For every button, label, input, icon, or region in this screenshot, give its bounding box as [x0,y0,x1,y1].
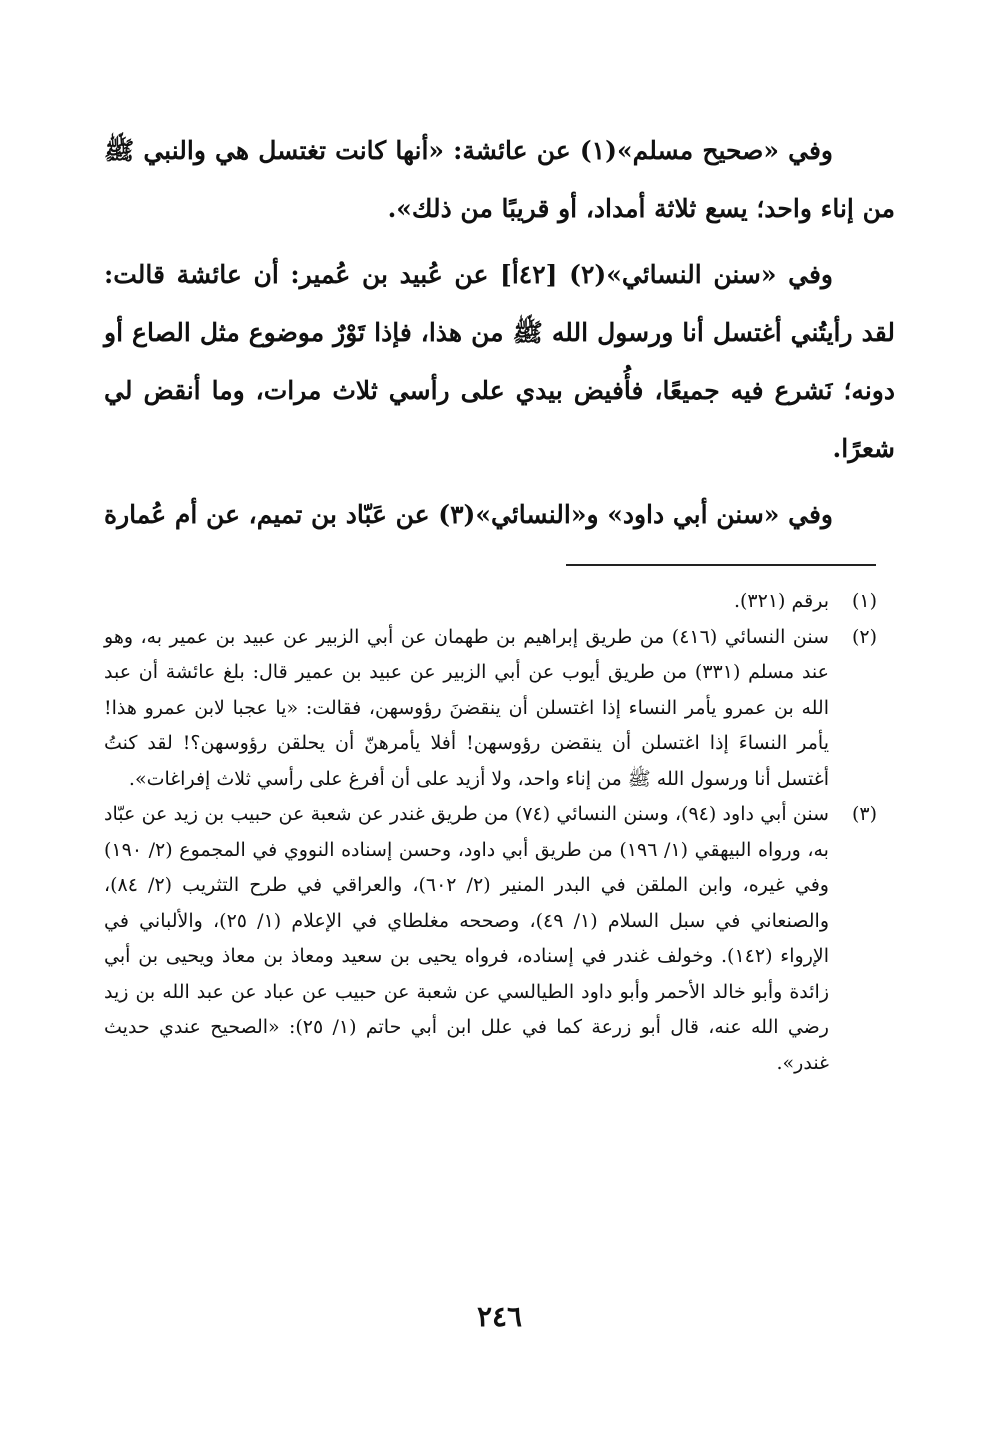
footnote-number: (١) [851,590,877,612]
footnote-text: سنن النسائي (٤١٦) من طريق إبراهيم بن طهمان عن أبي الزبير عن عبيد بن عمير به، وهو عند مسلم (٣٣١) من طريق أيوب عن أبي الزبير عن عبيد بن عمير قال: بلغ عائشة أن عبد الله بن عمرو يأمر النساء إذا اغتسلن أن ينقضنَ رؤوسهن، فقالت: «يا عجبا لابن عمرو هذا! يأمر النساءَ إذا اغتسلن أن ينقضن رؤوسهن! أفلا يأمرهنّ أن يحلقن رؤوسهن؟! لقد كنتُ أغتسل أنا ورسول الله ﷺ من إناء واحد، ولا أزيد على أن أفرغ على رأسي ثلاث إفراغات». [104,625,829,790]
footnote-2 [104,620,877,798]
footnote-text: برقم (٣٢١). [733,590,829,612]
footnote-number: (٣) [851,803,877,825]
paragraph-3: وفي «سنن أبي داود» و«النسائي»(٣) عن عَبّاد بن تميم، عن أم عُمارة [104,500,833,529]
page-number: ٢٤٦ [476,1300,523,1333]
footnote-3 [104,797,877,1081]
footnote-1 [104,584,877,620]
paragraph-1: وفي «صحيح مسلم»(١) عن عائشة: «أنها كانت تغتسل هي والنبي ﷺ من إناء واحد؛ يسع ثلاثة أمداد، أو قريبًا من ذلك». [104,136,895,223]
footnotes [104,584,877,1081]
footnote-separator [566,564,876,566]
footnote-text: سنن أبي داود (٩٤)، وسنن النسائي (٧٤) من طريق غندر عن شعبة عن حبيب بن زيد عن عبّاد به، ورواه البيهقي (١/ ١٩٦) من طريق أبي داود، وحسن إسناده النووي في المجموع (٢/ ١٩٠) وفي غيره، وابن الملقن في البدر المنير (٢/ ٦٠٢)، والعراقي في طرح التثريب (٢/ ٨٤)، والصنعاني في سبل السلام (١/ ٤٩)، وصححه مغلطاي في الإعلام (١/ ٢٥)، والألباني في الإرواء (١٤٢). وخولف غندر في إسناده، فرواه يحيى بن سعيد ومعاذ بن معاذ ويحيى بن أبي زائدة وأبو خالد الأحمر وأبو داود الطيالسي عن شعبة عن حبيب عن عباد عن عبد الله بن زيد رضي الله عنه، قال أبو زرعة كما في علل ابن أبي حاتم (١/ ٢٥): «الصحيح عندي حديث غندر». [104,803,830,1074]
main-text [104,122,895,544]
paragraph-2: وفي «سنن النسائي»(٢) [٤٢أ] عن عُبيد بن عُمير: أن عائشة قالت: لقد رأيتُني أغتسل أنا ورسول الله ﷺ من هذا، فإذا تَوْرٌ موضوع مثل الصاع أو دونه؛ نَشرع فيه جميعًا، فأُفيض بيدي على رأسي ثلاث مرات، وما أنقض لي شعرًا. [104,260,895,463]
footnote-number: (٢) [851,625,877,648]
